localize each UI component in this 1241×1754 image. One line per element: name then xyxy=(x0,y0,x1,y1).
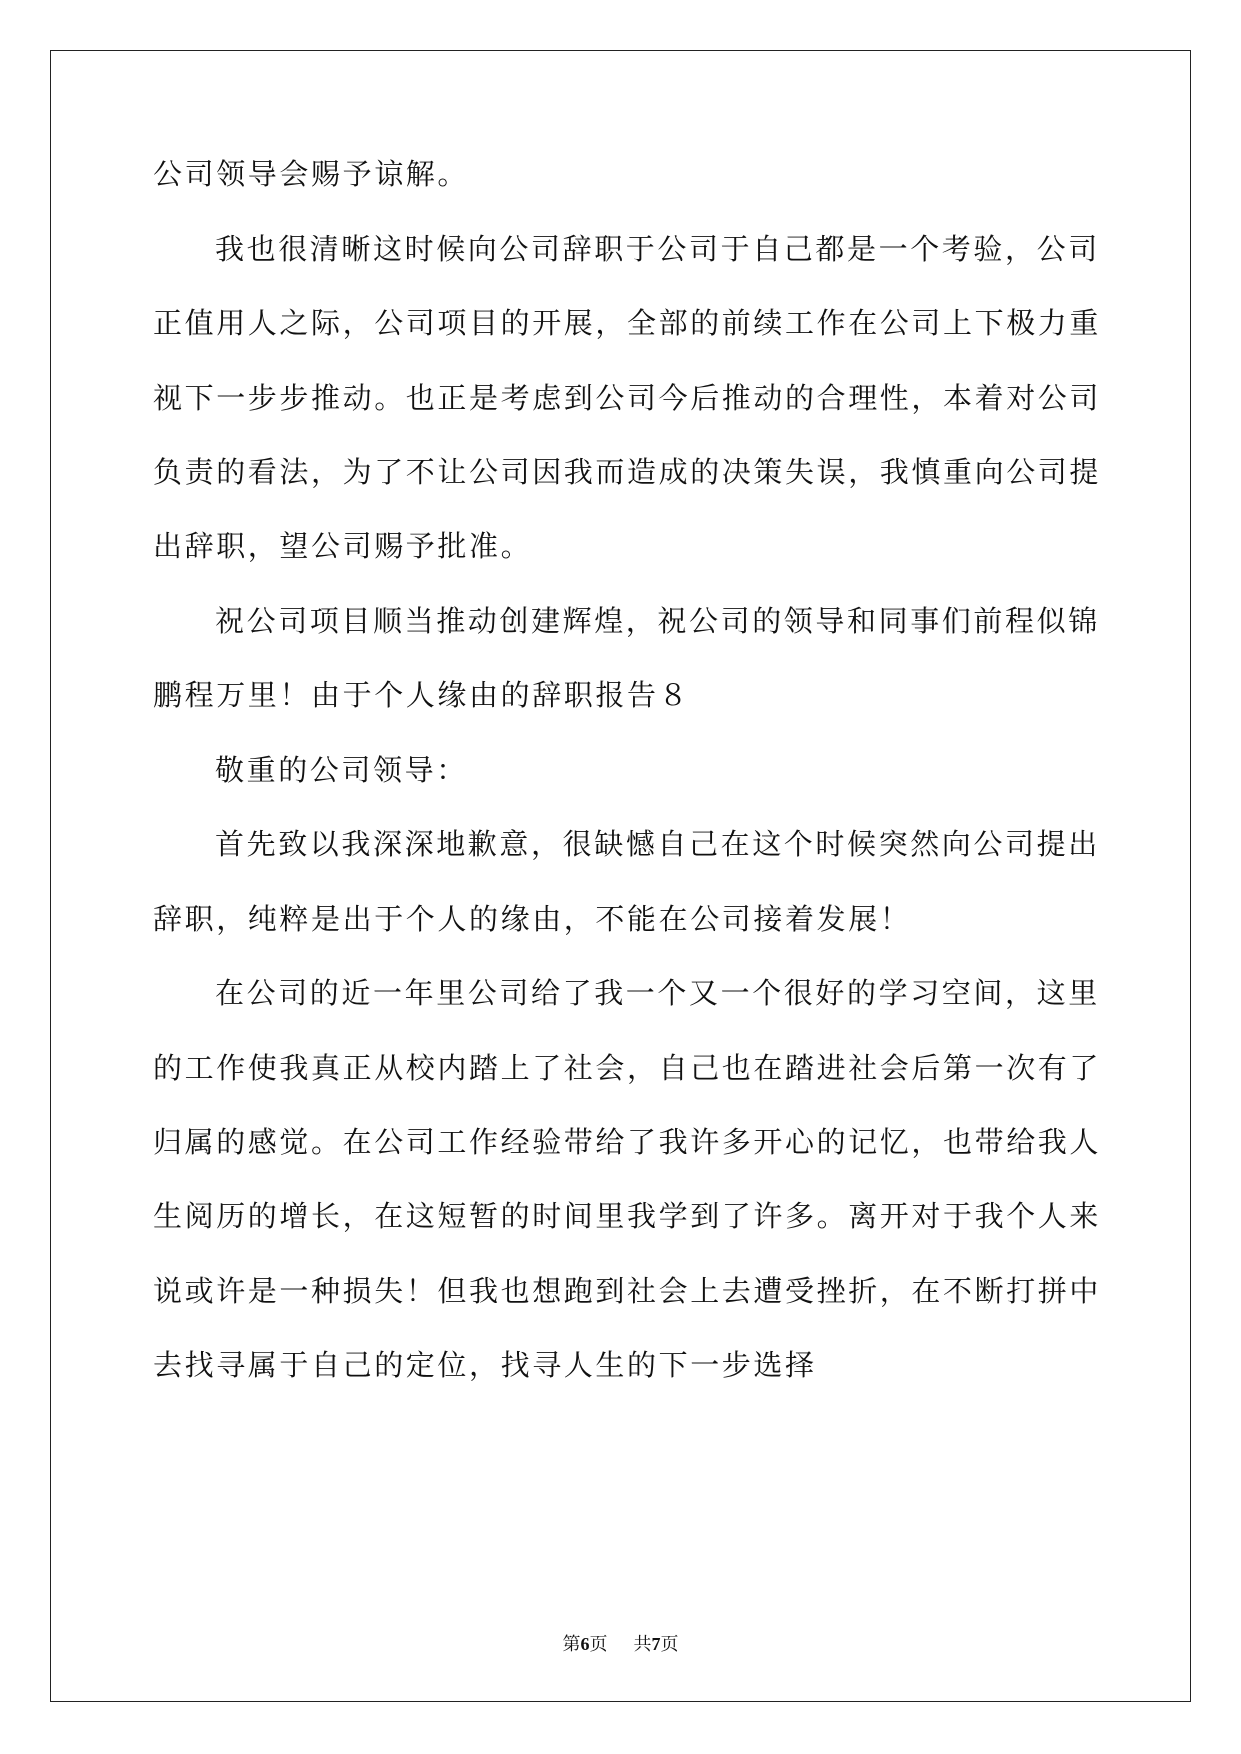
text-line: 辞职，纯粹是出于个人的缘由，不能在公司接着发展！ xyxy=(153,902,912,936)
page-number-suffix: 页 xyxy=(589,1634,608,1655)
text-line: 公司领导会赐予谅解。 xyxy=(153,157,470,191)
text-line: 负责的看法，为了不让公司因我而造成的决策失误，我慎重向公司提 xyxy=(153,455,1102,489)
text-line: 敬重的公司领导： xyxy=(215,753,468,787)
page-border xyxy=(50,50,1191,1702)
page-number-prefix: 第 xyxy=(562,1634,581,1655)
text-line: 归属的感觉。在公司工作经验带给了我许多开心的记忆，也带给我人 xyxy=(153,1125,1102,1159)
text-line: 正值用人之际，公司项目的开展，全部的前续工作在公司上下极力重 xyxy=(153,306,1102,340)
text-line: 首先致以我深深地歉意，很缺憾自己在这个时候突然向公司提出 xyxy=(215,827,1100,861)
text-line: 我也很清晰这时候向公司辞职于公司于自己都是一个考验，公司 xyxy=(215,232,1100,266)
text-line: 在公司的近一年里公司给了我一个又一个很好的学习空间，这里 xyxy=(215,976,1100,1010)
total-page-count: 7 xyxy=(651,1634,661,1654)
text-line: 生阅历的增长，在这短暂的时间里我学到了许多。离开对于我个人来 xyxy=(153,1199,1102,1233)
text-line: 祝公司项目顺当推动创建辉煌，祝公司的领导和同事们前程似锦 xyxy=(215,604,1100,638)
text-line: 视下一步步推动。也正是考虑到公司今后推动的合理性，本着对公司 xyxy=(153,381,1102,415)
text-line: 的工作使我真正从校内踏上了社会，自己也在踏进社会后第一次有了 xyxy=(153,1051,1102,1085)
text-line: 去找寻属于自己的定位，找寻人生的下一步选择 xyxy=(153,1348,817,1382)
current-page-number: 6 xyxy=(580,1634,590,1654)
text-line: 出辞职，望公司赐予批准。 xyxy=(153,529,533,563)
page-footer xyxy=(0,1632,1241,1657)
text-line: 鹏程万里！由于个人缘由的辞职报告８ xyxy=(153,678,691,712)
text-line: 说或许是一种损失！但我也想跑到社会上去遭受挫折，在不断打拼中 xyxy=(153,1274,1102,1308)
total-pages-suffix: 页 xyxy=(660,1634,679,1655)
total-pages-prefix: 共 xyxy=(633,1634,652,1655)
